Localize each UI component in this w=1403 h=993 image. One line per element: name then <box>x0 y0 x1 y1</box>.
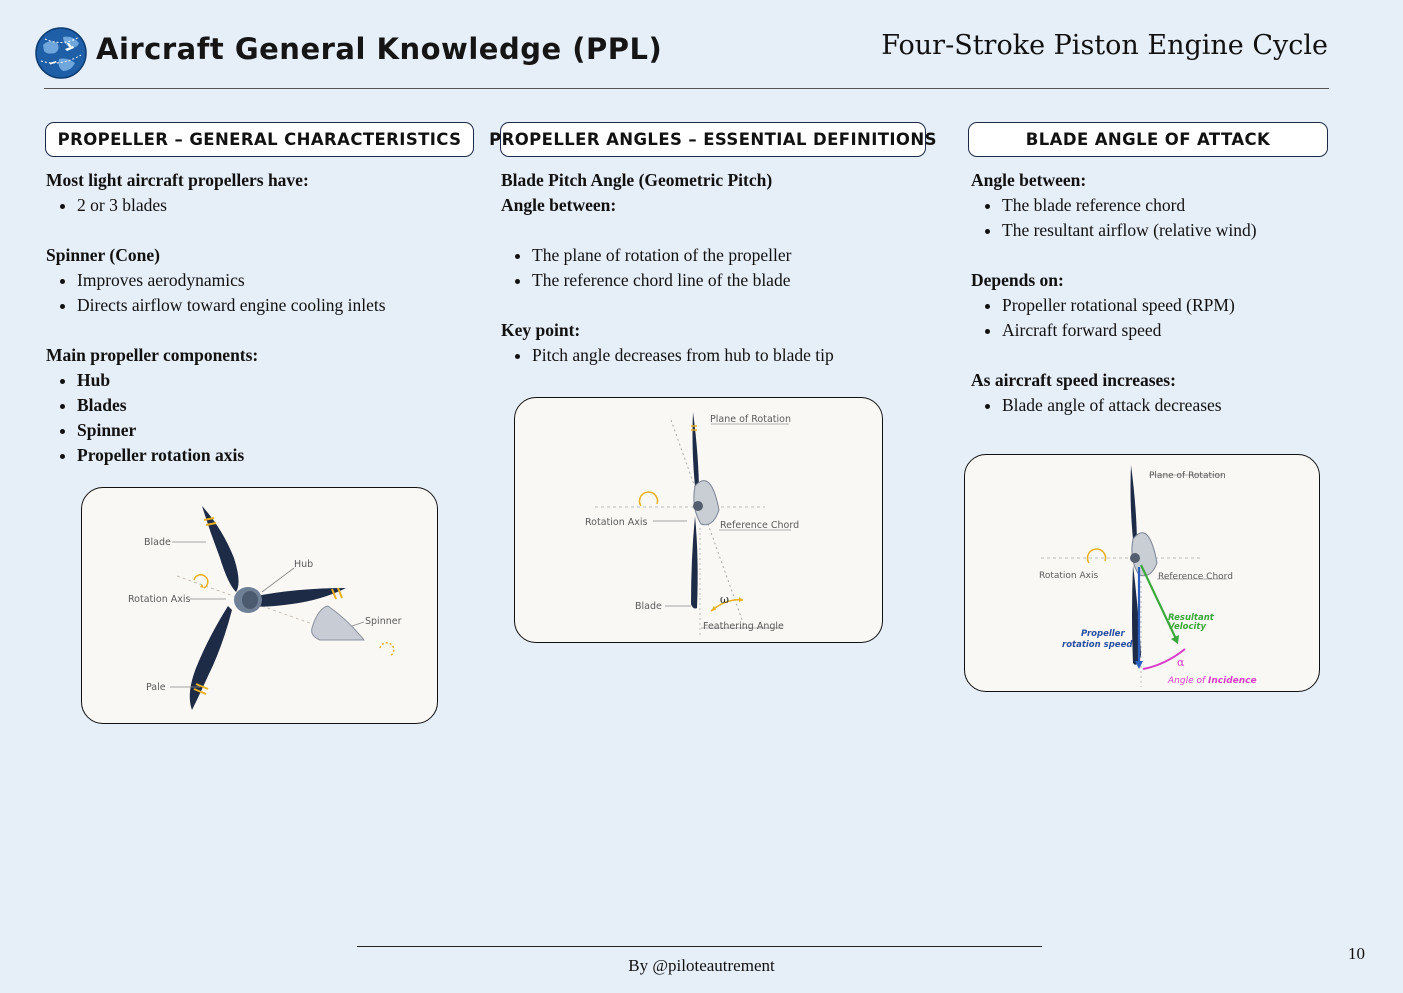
list-item: • Hub <box>77 368 466 393</box>
bullet-list <box>501 243 921 293</box>
section-title-propeller-angles: PROPELLER ANGLES – ESSENTIAL DEFINITIONS <box>500 122 926 157</box>
bullet-list <box>971 193 1331 243</box>
label-angle-of-incidence: Angle of Incidence <box>1168 676 1257 686</box>
bullet-list <box>46 268 466 318</box>
label-rotation-axis: Rotation Axis <box>585 517 648 528</box>
section-title-blade-angle-of-attack: BLADE ANGLE OF ATTACK <box>968 122 1328 157</box>
list-item: • Propeller rotation axis <box>77 443 466 468</box>
header-divider <box>44 88 1329 89</box>
bullet-list <box>46 193 466 218</box>
footer-divider <box>357 946 1042 947</box>
list-item: • The resultant airflow (relative wind) <box>1002 218 1331 243</box>
column-blade-angle-of-attack <box>971 168 1331 418</box>
section-heading: As aircraft speed increases: <box>971 370 1176 390</box>
label-plane-of-rotation: Plane of Rotation <box>1149 471 1226 481</box>
angle-of-attack-diagram <box>965 455 1318 690</box>
section-heading: Blade Pitch Angle (Geometric Pitch) <box>501 170 773 190</box>
footer-credit: By @piloteautrement <box>628 956 775 975</box>
list-item: • Blade angle of attack decreases <box>1002 393 1331 418</box>
propeller-blade-right <box>247 588 346 607</box>
propeller-diagram <box>82 488 436 722</box>
label-feathering-angle: Feathering Angle <box>703 621 784 632</box>
propeller-blade-bottom <box>691 516 698 609</box>
label-alpha: α <box>1177 656 1185 669</box>
section-heading: Key point: <box>501 320 581 340</box>
section-title-general-characteristics: PROPELLER – GENERAL CHARACTERISTICS <box>45 122 474 157</box>
label-rotation-axis: Rotation Axis <box>128 594 191 605</box>
list-item: • Pitch angle decreases from hub to blade tip <box>532 343 921 368</box>
label-omega: ω <box>720 593 729 606</box>
section-heading: Angle between: <box>971 170 1087 190</box>
page-heading: Four-Stroke Piston Engine Cycle <box>881 30 1328 61</box>
list-item: • The plane of rotation of the propeller <box>532 243 921 268</box>
column-propeller-angles <box>501 168 921 368</box>
section-heading: Depends on: <box>971 270 1064 290</box>
section-heading: Spinner (Cone) <box>46 245 160 265</box>
label-propeller: Propeller <box>1081 629 1125 639</box>
pitch-angle-diagram <box>515 398 881 641</box>
label-pale: Pale <box>146 682 166 693</box>
list-item: • The blade reference chord <box>1002 193 1331 218</box>
pitch-angle-figure <box>514 397 883 643</box>
label-plane-of-rotation: Plane of Rotation <box>710 414 791 425</box>
label-reference-chord: Reference Chord <box>720 520 800 531</box>
label-rotation-speed: rotation speed <box>1062 640 1133 650</box>
list-item: • The reference chord line of the blade <box>532 268 921 293</box>
globe-airplane-logo-icon <box>35 27 87 79</box>
spinner-cone <box>312 606 364 640</box>
column-general-characteristics <box>46 168 466 468</box>
label-velocity: Velocity <box>1168 622 1207 632</box>
list-item: • Improves aerodynamics <box>77 268 466 293</box>
bullet-list <box>46 368 466 468</box>
angle-of-attack-figure <box>964 454 1320 692</box>
section-heading: Main propeller components: <box>46 345 259 365</box>
list-item: • 2 or 3 blades <box>77 193 466 218</box>
label-blade: Blade <box>144 537 171 548</box>
bullet-list <box>971 393 1331 418</box>
section-subheading: Angle between: <box>501 195 617 215</box>
label-rotation-axis: Rotation Axis <box>1039 571 1099 581</box>
label-reference-chord: Reference Chord <box>1158 572 1233 582</box>
propeller-components-figure <box>81 487 438 724</box>
page-number: 10 <box>1348 944 1365 963</box>
bullet-list <box>971 293 1331 343</box>
label-resultant: Resultant <box>1168 613 1214 623</box>
list-item: • Blades <box>77 393 466 418</box>
list-item: • Aircraft forward speed <box>1002 318 1331 343</box>
label-spinner: Spinner <box>365 616 402 627</box>
document-title: Aircraft General Knowledge (PPL) <box>96 32 663 66</box>
section-heading: Most light aircraft propellers have: <box>46 170 309 190</box>
label-blade: Blade <box>635 601 662 612</box>
list-item: • Propeller rotational speed (RPM) <box>1002 293 1331 318</box>
bullet-list <box>501 343 921 368</box>
list-item: • Spinner <box>77 418 466 443</box>
list-item: • Directs airflow toward engine cooling inlets <box>77 293 466 318</box>
label-hub: Hub <box>294 559 314 570</box>
propeller-blade-bottom <box>190 606 232 710</box>
